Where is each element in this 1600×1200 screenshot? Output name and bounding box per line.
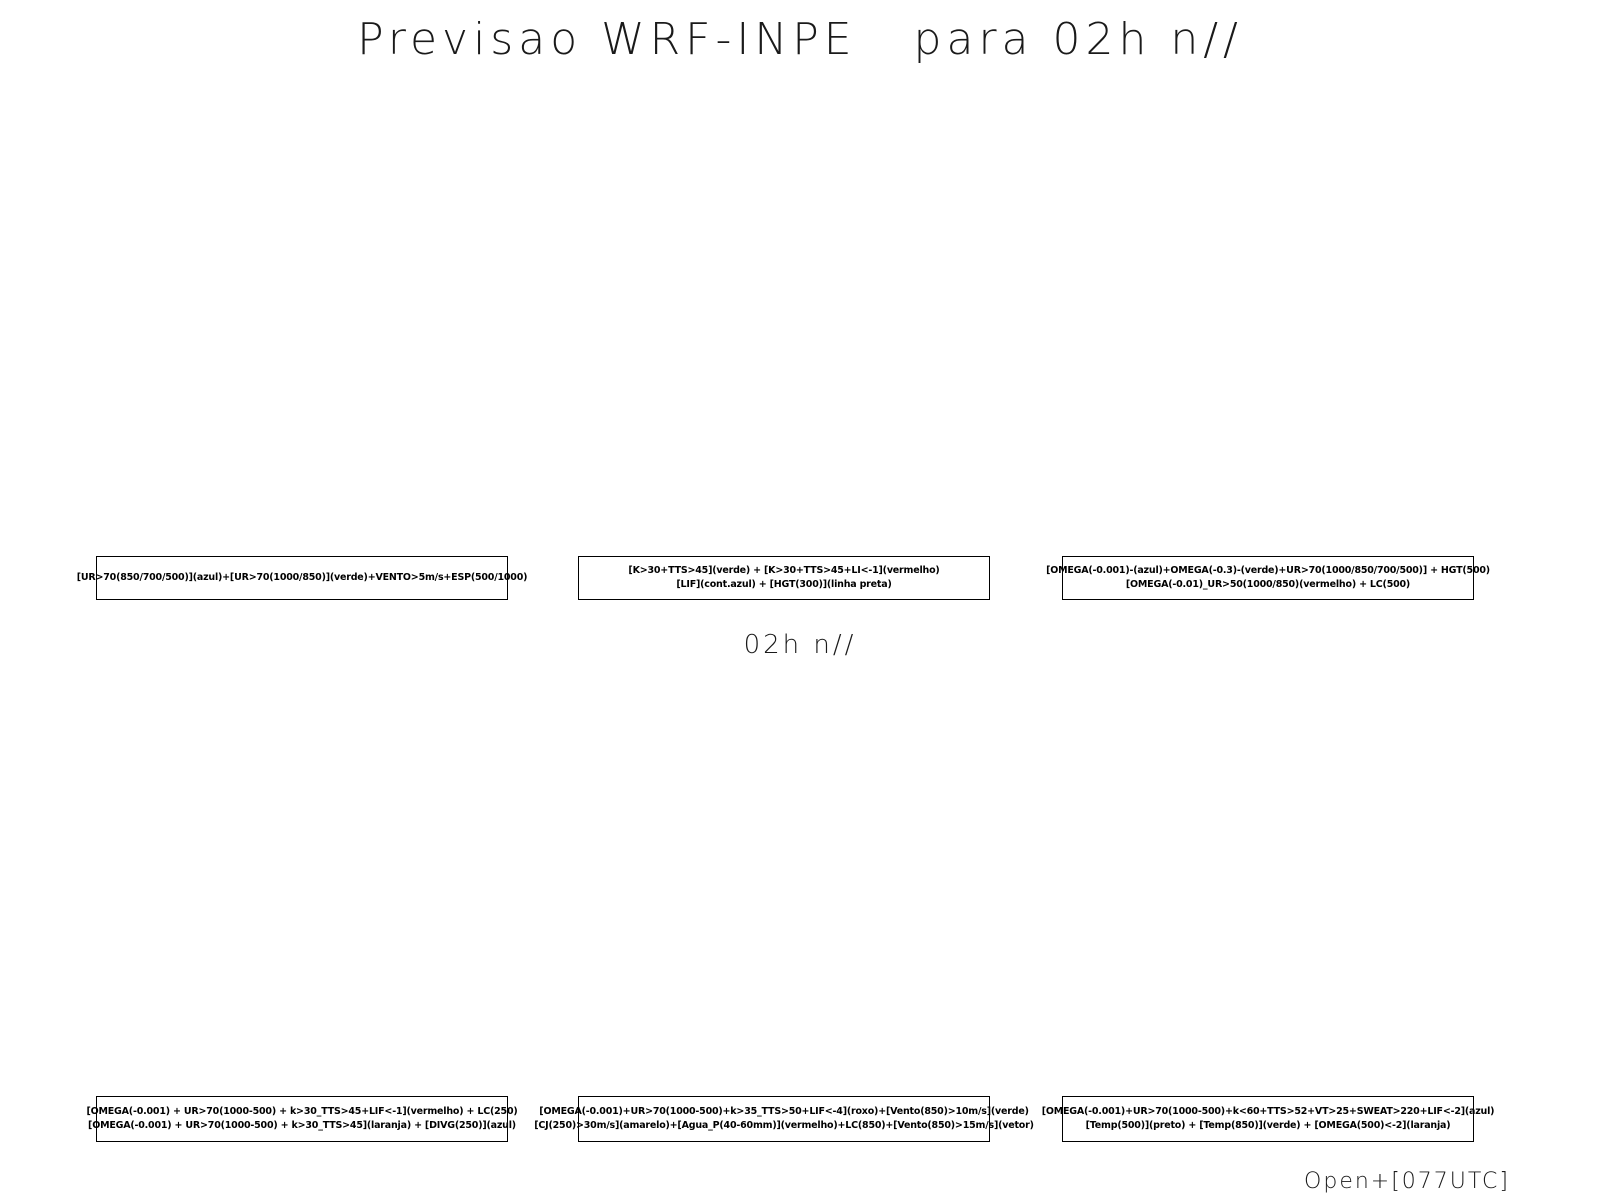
legend-line: [LIF](cont.azul) + [HGT(300)](linha preta) (676, 579, 892, 590)
legend-box-humidity-wind (76, 556, 528, 600)
legend-line: [OMEGA(-0.001)+UR>70(1000-500)+k<60+TTS>52+VT>25+SWEAT>220+LIF<-2](azul) (1041, 1105, 1495, 1117)
legend-line: [OMEGA(-0.001) + UR>70(1000-500) + k>30_TTS>45+LIF<-1](vermelho) + LC(250) (86, 1105, 518, 1117)
legend-line: [OMEGA(-0.001) + UR>70(1000-500) + k>30_TTS>45](laranja) + [DIVG(250)](azul) (88, 1120, 516, 1131)
legend-line: [Temp(500)](preto) + [Temp(850)](verde) + [OMEGA(500)<-2](laranja) (1085, 1120, 1451, 1131)
legend-box-k-index (578, 556, 990, 600)
page-title: Previsao WRF-INPE para 02h n// (357, 14, 1243, 65)
legend-line: [OMEGA(-0.01)_UR>50(1000/850)(vermelho) + LC(500) (1125, 579, 1411, 590)
legend-line: [CJ(250)>30m/s](amarelo)+[Agua_P(40-60mm)](vermelho)+LC(850)+[Vento(850)>15m/s](vetor) (534, 1120, 1034, 1131)
legend-box-omega-hgt (1046, 556, 1490, 600)
legend-line: [OMEGA(-0.001)-(azul)+OMEGA(-0.3)-(verde)+UR>70(1000/850/700/500)] + HGT(500) (1046, 564, 1490, 576)
legend-line: [UR>70(850/700/500)](azul)+[UR>70(1000/850)](verde)+VENTO>5m/s+ESP(500/1000) (76, 571, 528, 583)
legend-box-omega-lc (86, 1096, 518, 1142)
forecast-hour-subtitle: 02h n// (743, 630, 857, 660)
footer-run-label: Open+[077UTC] (1304, 1169, 1510, 1194)
legend-box-jet-precipitable-water (534, 1096, 1034, 1142)
legend-line: [OMEGA(-0.001)+UR>70(1000-500)+k>35_TTS>50+LIF<-4](roxo)+[Vento(850)>10m/s](verde) (539, 1105, 1029, 1117)
legend-box-sweat-temperature (1041, 1096, 1495, 1142)
legend-line: [K>30+TTS>45](verde) + [K>30+TTS>45+LI<-1](vermelho) (628, 564, 940, 576)
